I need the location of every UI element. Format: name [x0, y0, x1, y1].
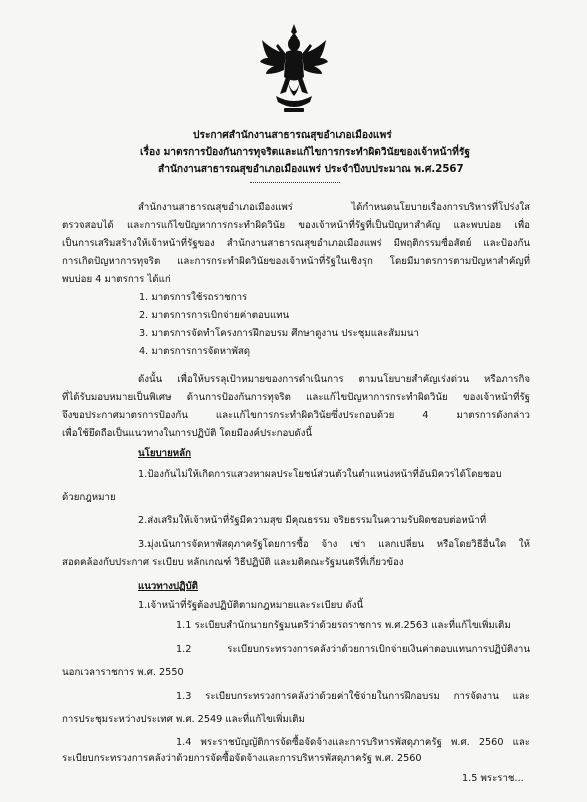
guideline-item: นอกเวลาราชการ พ.ศ. 2550: [62, 667, 184, 678]
intro-line: สำนักงานสาธารณสุขอำเภอเมืองแพร่ ได้กำหนดนโยบายเรื่องการบริหารที่โปร่งใส: [138, 202, 530, 213]
announcement-title: ประกาศสำนักงานสาธารณสุขอำเภอเมืองแพร่: [193, 130, 392, 141]
guideline-item: 1.1 ระเบียบสำนักนายกรัฐมนตรีว่าด้วยรถราชการ พ.ศ.2563 และที่แก้ไขเพิ่มเติม: [176, 620, 511, 631]
paragraph-line: ดังนั้น เพื่อให้บรรลุเป้าหมายของการดำเนินการ ตามนโยบายสำคัญเร่งด่วน หรือภารกิจ: [138, 374, 530, 385]
intro-line: ตรวจสอบได้ และการแก้ไขปัญหาการกระทำผิดวินัย ของเจ้าหน้าที่รัฐที่เป็นปัญหาสำคัญ และพบบ่อย เพื่อ: [62, 220, 530, 231]
guideline-item: 1.4 พระราชบัญญัติการจัดซื้อจัดจ้างและการบริหารพัสดุภาครัฐ พ.ศ. 2560 และ: [176, 737, 530, 748]
intro-line: พบบ่อย 4 มาตรการ ได้แก่: [62, 274, 171, 285]
policy-item: สอดคล้องกับประกาศ ระเบียบ หลักเกณฑ์ วิธีปฏิบัติ และมติคณะรัฐมนตรีที่เกี่ยวข้อง: [62, 557, 404, 568]
dotted-divider: [250, 182, 340, 184]
policy-item: 2.ส่งเสริมให้เจ้าหน้าที่รัฐมีความสุข มีคุณธรรม จริยธรรมในความรับผิดชอบต่อหน้าที่: [138, 515, 487, 526]
intro-line: การเกิดปัญหาการทุจริต และการกระทำผิดวินัยของเจ้าหน้าที่รัฐในเชิงรุก โดยมีมาตรการตามปัญหาสำคัญที่: [62, 256, 530, 267]
guideline-item: ระเบียบกระทรวงการคลังว่าด้วยการจัดซื้อจัดจ้างและการบริหารพัสดุภาครัฐ พ.ศ. 2560: [62, 753, 422, 764]
intro-line: เป็นการเสริมสร้างให้เจ้าหน้าที่รัฐของ สำนักงานสาธารณสุขอำเภอเมืองแพร่ มีพฤติกรรมซื่อสัตย์ และป้องกัน: [62, 238, 530, 249]
guideline-heading: แนวทางปฏิบัติ: [138, 581, 198, 592]
paragraph-line: จึงขอประกาศมาตรการป้องกัน และแก้ไขการกระทำผิดวินัยซึ่งประกอบด้วย 4 มาตรการดังกล่าว: [62, 410, 530, 421]
policy-item: ด้วยกฎหมาย: [62, 492, 116, 503]
measure-item: 2. มาตรการการเบิกจ่ายค่าตอบแทน: [139, 310, 290, 321]
measure-item: 4. มาตรการการจัดหาพัสดุ: [139, 346, 251, 357]
continuation-marker: 1.5 พระราช...: [462, 773, 524, 784]
announcement-subject: เรื่อง มาตรการป้องกันการทุจริตและแก้ไขการกระทำผิดวินัยของเจ้าหน้าที่รัฐ: [140, 147, 470, 158]
paragraph-line: เพื่อใช้ยึดถือเป็นแนวทางในการปฏิบัติ โดยมีองค์ประกอบดังนี้: [62, 428, 313, 439]
garuda-emblem-icon: [258, 22, 330, 122]
measure-item: 1. มาตรการใช้รถราชการ: [139, 292, 248, 303]
policy-item: 3.มุ่งเน้นการจัดหาพัสดุภาครัฐโดยการซื้อ จ้าง เช่า แลกเปลี่ยน หรือโดยวิธีอื่นใด ให้: [138, 539, 530, 550]
paragraph-line: ที่ได้รับมอบหมายเป็นพิเศษ ด้านการป้องกันการทุจริต และแก้ไขปัญหาการกระทำผิดวินัย ของเจ้าหน้าที่รัฐ: [62, 392, 530, 403]
policy-heading: นโยบายหลัก: [138, 448, 191, 459]
announcement-subtitle: สำนักงานสาธารณสุขอำเภอเมืองแพร่ ประจำปีงบประมาณ พ.ศ.2567: [158, 164, 464, 175]
guideline-item: 1.3 ระเบียบกระทรวงการคลังว่าด้วยค่าใช้จ่ายในการฝึกอบรม การจัดงาน และ: [176, 691, 530, 702]
guideline-lead: 1.เจ้าหน้าที่รัฐต้องปฏิบัติตามกฎหมายและระเบียบ ดังนี้: [138, 600, 364, 611]
policy-item: 1.ป้องกันไม่ให้เกิดการแสวงหาผลประโยชน์ส่วนตัวในตำแหน่งหน้าที่อันมิควรได้โดยชอบ: [138, 469, 502, 480]
measure-item: 3. มาตรการจัดทำโครงการฝึกอบรม ศึกษาดูงาน ประชุมและสัมมนา: [139, 328, 419, 339]
guideline-item: 1.2 ระเบียบกระทรวงการคลังว่าด้วยการเบิกจ่ายเงินค่าตอบแทนการปฏิบัติงาน: [176, 644, 530, 655]
guideline-item: การประชุมระหว่างประเทศ พ.ศ. 2549 และที่แก้ไขเพิ่มเติม: [62, 714, 305, 725]
